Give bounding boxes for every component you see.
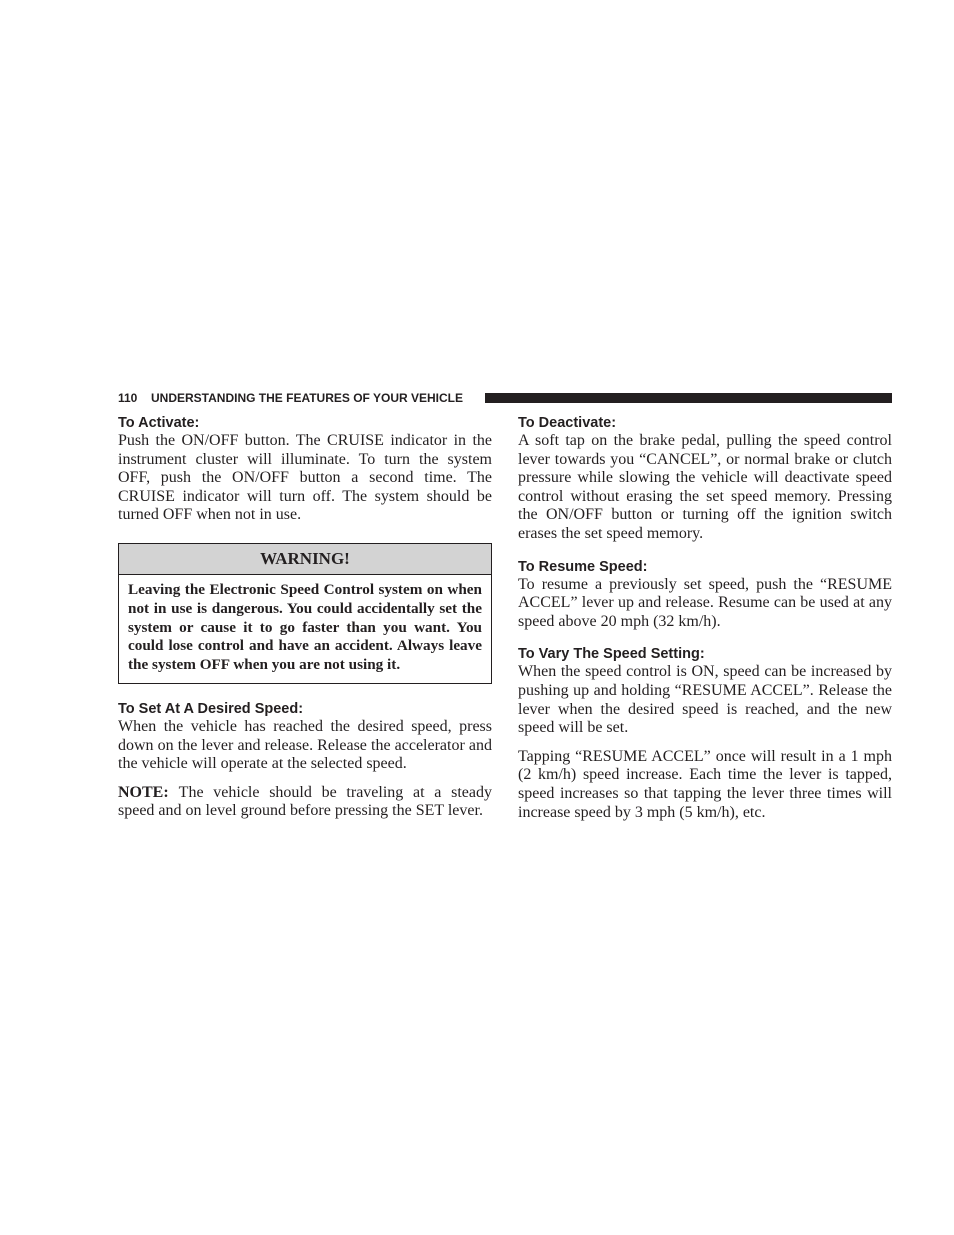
paragraph-resume-speed: To resume a previously set speed, push the “RESUME ACCEL” lever up and release. Resume can be used at any speed above 20 mph (32 km/h). — [518, 575, 892, 630]
left-column — [118, 414, 492, 821]
heading-set-speed: To Set At A Desired Speed: — [118, 700, 304, 717]
heading-to-deactivate: To Deactivate: — [518, 415, 617, 431]
heading-resume-speed: To Resume Speed: — [518, 558, 648, 575]
paragraph-set-speed: When the vehicle has reached the desired speed, press down on the lever and release. Release the accelerator and the vehicle will operate at the selected speed. — [118, 717, 492, 773]
header-rule — [485, 393, 892, 403]
paragraph-vary-speed-1: When the speed control is ON, speed can be increased by pushing up and holding “RESUME ACCEL”. Release the lever when the desired speed is reached, and the new speed will be set. — [518, 663, 892, 737]
heading-vary-speed: To Vary The Speed Setting: — [518, 646, 705, 663]
note-label: NOTE: — [118, 783, 169, 801]
paragraph-to-activate: Push the ON/OFF button. The CRUISE indicator in the instrument cluster will illuminate. To turn the system OFF, push the ON/OFF button a second time. The CRUISE indicator will turn off. The system should be turned OFF when not in use. — [118, 432, 492, 524]
note-text: The vehicle should be traveling at a steady speed and on level ground before pressing the SET lever. — [118, 783, 492, 820]
paragraph-to-deactivate: A soft tap on the brake pedal, pulling the speed control lever towards you “CANCEL”, or normal brake or clutch pressure while slowing the vehicle will deactivate speed control without erasing the set speed memory. Pressing the ON/OFF button or turning off the ignition switch erases the set speed memory. — [518, 432, 892, 542]
paragraph-vary-speed-2: Tapping “RESUME ACCEL” once will result in a 1 mph (2 km/h) speed increase. Each time the lever is tapped, speed increases so that tapping the lever three times will increase speed by 3 mph (5 km/h), etc. — [518, 747, 892, 821]
note-paragraph — [118, 784, 492, 821]
running-title: UNDERSTANDING THE FEATURES OF YOUR VEHICLE — [151, 391, 464, 405]
warning-box — [118, 543, 492, 684]
page-header — [118, 390, 892, 406]
heading-to-activate: To Activate: — [118, 415, 200, 431]
warning-title: WARNING! — [119, 544, 491, 575]
warning-text: Leaving the Electronic Speed Control system on when not in use is dangerous. You could accidentally set the system or cause it to go faster than you want. You could lose control and have an accident. Always leave the system OFF when you are not using it. — [128, 580, 482, 674]
right-column — [518, 414, 892, 822]
page-number: 110 — [118, 391, 138, 405]
